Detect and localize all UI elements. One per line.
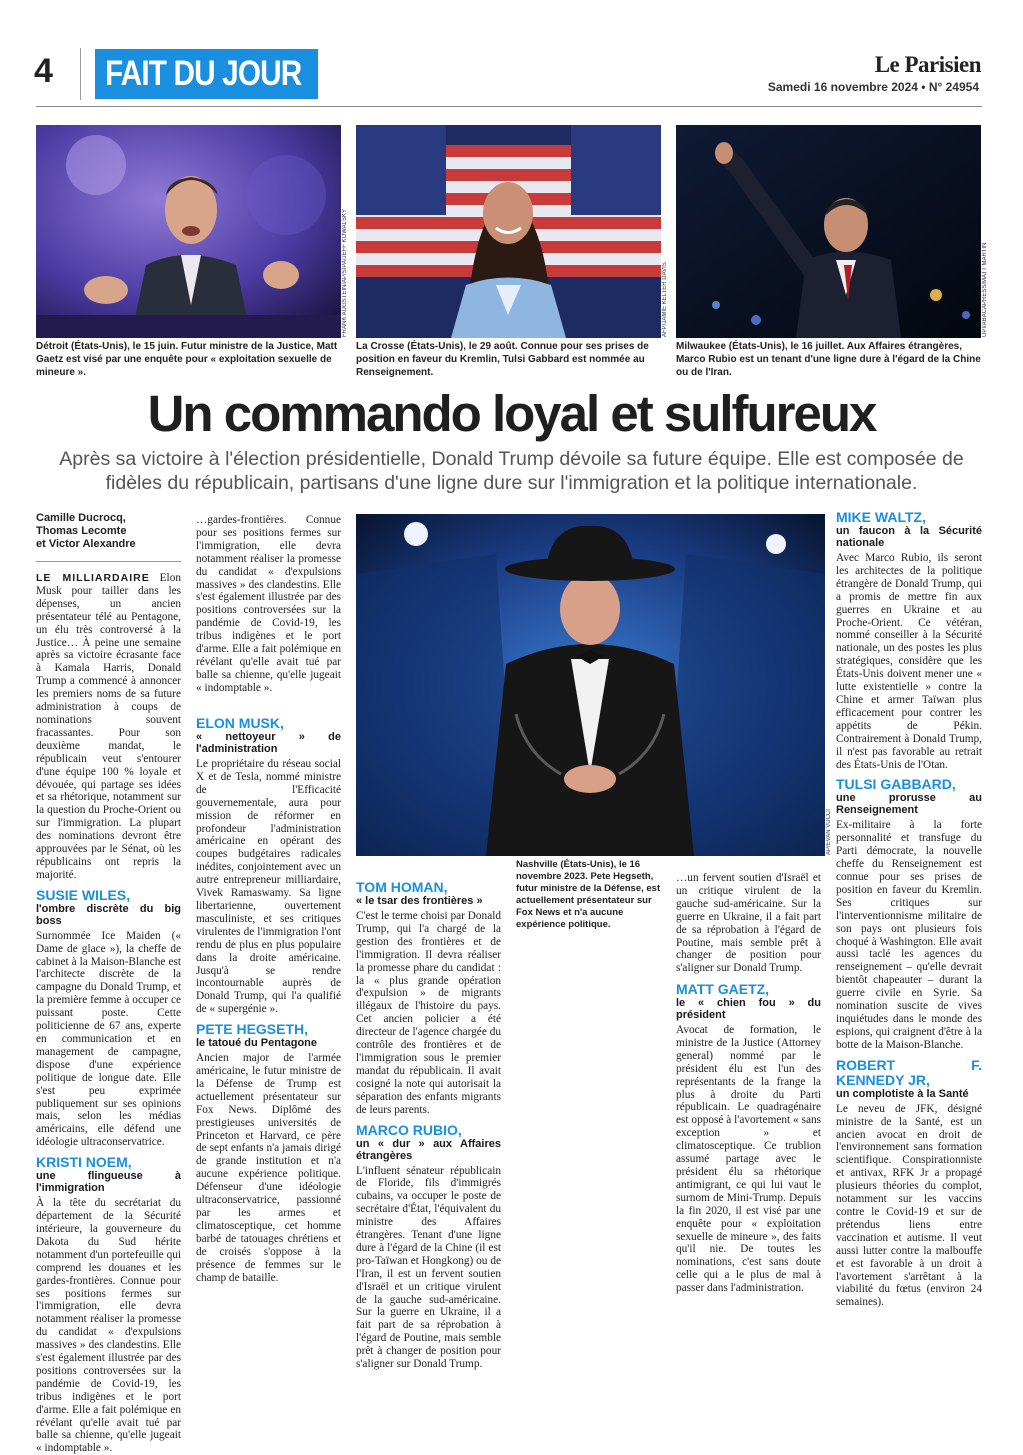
section-subheading: un complotiste à la Santé	[836, 1087, 969, 1100]
section-subheading: une prorusse au Renseignement	[836, 792, 982, 817]
section-subheading: « nettoyeur » de l'administration	[196, 731, 341, 755]
photo-tulsi-gabbard	[356, 125, 661, 338]
section-heading: TULSI GABBARD,	[836, 776, 956, 793]
section-body: Ex-militaire à la forte personnalité et transfuge du Parti démocrate, la nouvelle cheffe du Renseignement est connue pour ses prises de position en faveur du Kremlin. Ses critiques sur l'interventionnisme militaire de son pays ont plusieurs fois choqué à Washington. Elle avait aussi taclé les agences du renseignement – qu'elle devrait bientôt chapeauter – durant la guerre civile en Syrie. Sa nomination suscite de vives inquiétudes dans le monde des espions, qui craignent d'être à la botte de la Maison-Blanche.	[836, 819, 982, 1051]
article-column-4	[676, 872, 821, 1295]
section-body: Avec Marco Rubio, ils seront les architectes de la politique étrangère de Donald Trump, qui a promis de mettre fin aux guerres en Ukraine et au Proche-Orient. Ce vétéran, nommé conseiller à la Sécurité nationale, un des postes les plus stratégiques, considère que les États-Unis doivent mener une « lutte existentielle » contre la Chine et armer Taïwan plus efficacement pour contrer les appétits de Pékin. Contrairement à Donald Trump, il n'est pas favorable au retrait des États-Unis de l'Otan.	[836, 552, 982, 771]
photo-marco-rubio	[676, 125, 981, 338]
page-number: 4	[34, 52, 53, 90]
section-body: …gardes-frontières. Connue pour ses positions fermes sur l'immigration, elle devra notamment réaliser la promesse du candidat « d'expulsions massives » des clandestins. Elle s'est également illustrée par des positions controversées sur la pandémie de Covid-19, les tribus indigènes et le port d'arme. Elle a fait polémique en révélant qu'elle avait tué par balle sa chienne, qu'elle jugeait « indomptable ».	[196, 514, 341, 694]
photo-caption: Milwaukee (États-Unis), le 16 juillet. Aux Affaires étrangères, Marco Rubio est un tenant d'une ligne dure à l'égard de la Chine ou de l'Iran.	[676, 341, 981, 378]
header-rule	[36, 106, 982, 107]
byline-author: Thomas Lecomte	[36, 525, 127, 537]
byline-author: et Victor Alexandre	[36, 538, 136, 550]
section-body: Le neveu de JFK, désigné ministre de la Santé, est un ancien avocat en droit de l'environnement sans formation scientifique. Conspirationniste et antivax, RFK Jr a propagé plusieurs théories du complot, notamment sur les vaccins contre le Covid-19 et sur de prétendus liens entre vaccination et autisme. Il veut aussi lutter contre la malbouffe et est favorable à un droit à l'avortement s'arrêtant à la viabilité du fœtus (environ 24 semaines).	[836, 1102, 982, 1309]
article-column-5	[836, 510, 982, 1311]
photo-credit: UPI/ABACAPRESS/MATT MARTIN	[982, 242, 988, 337]
photo-matt-gaetz	[36, 125, 341, 338]
section-heading: MARCO RUBIO,	[356, 1121, 462, 1138]
section-heading: MIKE WALTZ,	[836, 509, 926, 525]
dateline: Samedi 16 novembre 2024 • N° 24954	[767, 80, 979, 94]
section-body: Ancien major de l'armée américaine, le futur ministre de la Défense de Trump est actuellement présentateur sur Fox News. Diplômé des prestigieuses universités de Princeton et Harvard, ce père de sept enfants n'a jamais dirigé de grande institution et n'a aucune expérience politique. Défenseur d'une idéologie ultraconservatrice, passionné par les armes et climatosceptique, cet homme barbé de tatouages chrétiens et de croisés s'oppose à la présence de femmes sur le champ de bataille.	[196, 1052, 341, 1284]
section-body: …un fervent soutien d'Israël et un critique virulent de la gauche sud-américaine. Sur la guerre en Ukraine, il a fait part de sa réprobation à l'égard de Poutine, mais semble prêt à changer de position pour s'aligner sur Donald Trump.	[676, 872, 821, 975]
byline-author: Camille Ducrocq,	[36, 512, 126, 524]
section-body: À la tête du secrétariat du département de la Sécurité intérieure, la gouverneure du Dakota du Sud hérite notamment d'un portefeuille qui comprend les douanes et les gardes-frontières. Connue pour ses positions fermes sur l'immigration, elle devra notamment réaliser la promesse du candidat « d'expulsions massives » des clandestins. Elle s'est également illustrée par des positions controversées sur la pandémie de Covid-19, les tribus indigènes et le port d'arme. Elle a fait polémique en révélant qu'elle avait tué par balle sa chienne, qu'elle jugeait « indomptable ».	[36, 1197, 181, 1455]
section-heading: PETE HEGSETH,	[196, 1021, 309, 1038]
standfirst: Après sa victoire à l'élection présidentielle, Donald Trump dévoile sa future équipe. Elle est composée de fidèles du républicain, partisans d'une ligne dure sur l'immigration et la politique internationale.	[59, 448, 964, 494]
intro-text: Elon Musk pour tailler dans les dépenses, un ancien présentateur télé au Pentagone, un élu très controversé à la Justice… À peine une semaine après sa victoire écrasante face à Kamala Harris, Donald Trump a commencé à annoncer les premiers noms de sa future administration à coups de nominations souvent fracassantes. Pour son deuxième mandat, le républicain veut s'entourer d'une équipe 100 % loyale et dévouée, qui partage ses idées et sa rhétorique, notamment sur la question du Proche-Orient ou sur l'immigration. La plupart des nominations devront être approuvées par le Sénat, où les républicains ont repris la majorité.	[36, 572, 181, 881]
article-column-2	[196, 514, 341, 1302]
byline	[36, 512, 181, 551]
section-body: Avocat de formation, le ministre de la Justice (Attorney general) nommé par le président élu est l'un des représentants de la frange la plus à droite du Parti républicain. Le quadragénaire est opposé à l'avortement « sans exception » et climatosceptique. Ce trublion assumé partage avec le président élu sa rhétorique antimigrant, ce qui lui vaut le surnom de Mini-Trump. Depuis la fin 2020, il est visé par une enquête pour « exploitation sexuelle de mineure », des faits qu'il nie. De toutes les nominations, c'est sans doute celle qui a le plus de mal à passer dans l'administration.	[676, 1024, 821, 1295]
section-heading: ELON MUSK,	[196, 715, 284, 731]
section-subheading: un faucon à la Sécurité nationale	[836, 525, 982, 549]
section-subheading: une flingueuse à l'immigration	[36, 1170, 181, 1195]
section-banner	[95, 49, 318, 99]
article-intro	[36, 572, 181, 882]
section-body: Surnommée Ice Maiden (« Dame de glace »), la cheffe de cabinet à la Maison-Blanche est l'architecte discrète de la campagne du Donald Trump, et la première femme à occuper ce puissant poste. Cette politicienne de 67 ans, experte en communication et en management de campagne, dispose d'une expérience politique de longue date. Elle s'est peu exprimée publiquement sur ses opinions mais, selon les médias américains, elle défend une idéologie ultraconservatrice.	[36, 929, 181, 1149]
lead-word: LE MILLIARDAIRE	[36, 572, 150, 584]
photo-credit: AP/EVAN VUCCI	[826, 809, 832, 855]
photo-pete-hegseth	[356, 514, 825, 856]
section-heading: MATT GAETZ,	[676, 981, 770, 997]
section-heading: TOM HOMAN,	[356, 879, 448, 895]
photo-credit: AFP/JAMIE KELTER DAVIS	[662, 262, 668, 337]
article-column-3	[356, 874, 501, 1371]
photo-credit: FRANK AUGSTEIN/AP/SIPA/JEFF KOWALSKY	[342, 208, 348, 337]
section-subheading: le tatoué du Pentagone	[196, 1037, 318, 1050]
header-divider	[80, 48, 81, 100]
photo-caption: La Crosse (États-Unis), le 29 août. Connue pour ses prises de position en faveur du Kremlin, Tulsi Gabbard est nommée au Renseignement.	[356, 341, 649, 378]
section-subheading: un « dur » aux Affaires étrangères	[356, 1137, 501, 1162]
article-column-1	[36, 512, 181, 1455]
headline: Un commando loyal et sulfureux	[147, 385, 876, 442]
section-heading: SUSIE WILES,	[36, 886, 131, 903]
section-subheading: l'ombre discrète du big boss	[36, 902, 181, 927]
section-subheading: « le tsar des frontières »	[356, 895, 483, 907]
section-heading: KRISTI NOEM,	[36, 1154, 132, 1171]
byline-divider	[36, 561, 181, 562]
section-label: FAIT DU JOUR	[105, 54, 302, 93]
photo-caption: Nashville (États-Unis), le 16 novembre 2023. Pete Hegseth, futur ministre de la Défense, est actuellement présentateur sur Fox News et n'a aucune expérience politique.	[516, 859, 661, 930]
masthead-logo: Le Parisien	[874, 52, 981, 77]
photo-caption: Détroit (États-Unis), le 15 juin. Futur ministre de la Justice, Matt Gaetz est visé par une enquête pour « exploitation sexuelle de mineure ».	[36, 341, 338, 378]
section-body: Le propriétaire du réseau social X et de Tesla, nommé ministre de l'Efficacité gouvernementale, aura pour mission de réformer en profondeur l'administration américaine en opérant des coupes budgétaires radicales inédites, conjointement avec un autre entrepreneur milliardaire, Vivek Ramaswamy. Sa ligne libertarienne, ouvertement masculiniste, et ses critiques virulentes de l'immigration l'ont rendu de plus en plus populaire dans la droite américaine. Jusqu'à se rendre incontournable auprès de Donald Trump, qui l'a qualifié de « supergénie ».	[196, 758, 341, 1016]
section-subheading: le « chien fou » du président	[676, 997, 821, 1021]
continued-text: gardes-frontières. Connue pour ses positions fermes sur l'immigration, elle devra notamment réaliser la promesse du candidat « d'expulsions massives » des clandestins. Elle s'est également illustrée par des positions controversées sur la pandémie de Covid-19, les tribus indigènes et le port d'arme. Elle a fait polémique en révélant qu'elle avait tué par balle sa chienne, qu'elle jugeait « indomptable ».	[196, 514, 341, 694]
section-body: L'influent sénateur républicain de Floride, fils d'immigrés cubains, va occuper le poste de secrétaire d'État, l'équivalent du ministre des Affaires étrangères. Tenant d'une ligne dure à l'égard de la Chine (il est pro-Taïwan et Hongkong) ou de l'Iran, il est un fervent soutien d'Israël et un critique virulent de la gauche sud-américaine. Sur la guerre en Ukraine, il a fait part de sa réprobation à l'égard de Poutine, mais semble prêt à changer de position pour s'aligner sur Donald Trump.	[356, 1164, 501, 1371]
section-heading: ROBERT F. KENNEDY JR,	[836, 1056, 982, 1088]
section-body: C'est le terme choisi par Donald Trump, qui l'a chargé de la gestion des frontières et de l'immigration. Il devra réaliser la promesse phare du candidat : la « plus grande opération d'expulsion » de migrants illégaux de l'histoire du pays. Cet ancien policier a été directeur de l'agence chargée du contrôle des frontières et de l'immigration sous le premier mandat du républicain. Il avait cosigné la note qui autorisait la séparation des enfants migrants de leurs parents.	[356, 910, 501, 1116]
